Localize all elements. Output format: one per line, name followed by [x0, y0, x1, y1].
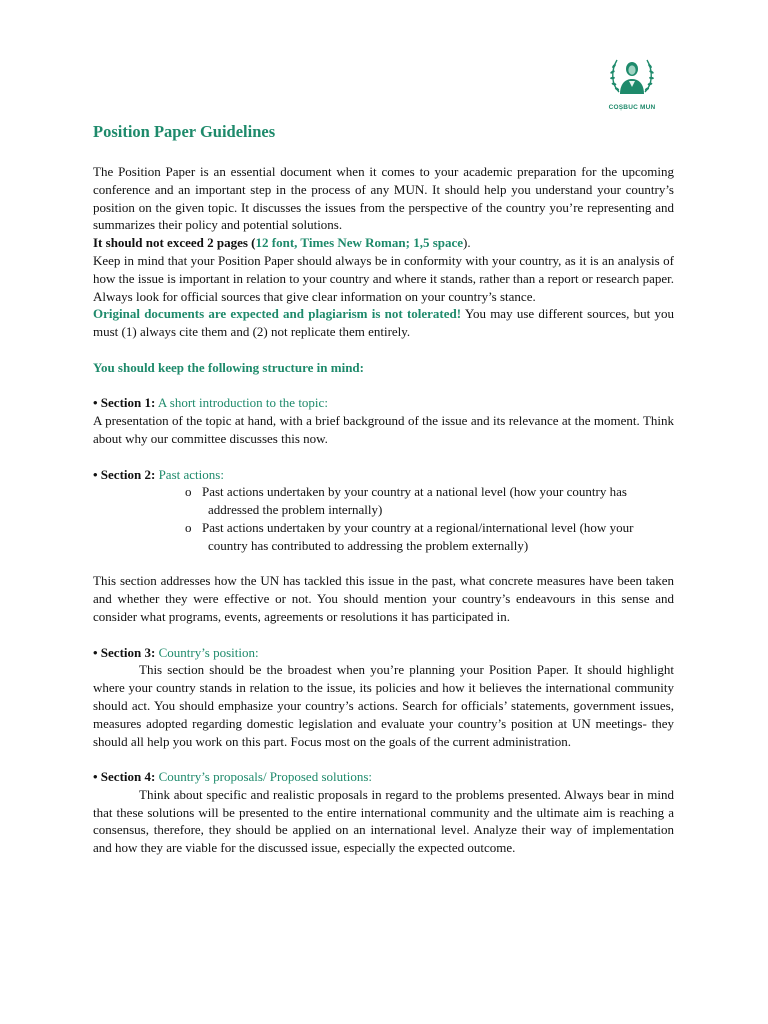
section-1-subtitle: A short introduction to the topic:: [155, 395, 328, 411]
section-4-subtitle: Country’s proposals/ Proposed solutions:: [155, 769, 373, 785]
past-action-international: Past actions undertaken by your country at a regional/international level (how your country has contributed to addressing the problem externally): [202, 519, 634, 553]
intro-paragraph: The Position Paper is an essential document when it comes to your academic preparation for the upcoming conference and an important step in the process of any MUN. It should help you understand your country’s position on the given topic. It discusses the issues from the perspective of the country you’re representing and summarizes their policy and potential solutions.: [93, 164, 674, 233]
page-title: Position Paper Guidelines: [93, 122, 276, 141]
document-body: [93, 122, 674, 857]
section-2-label: • Section 2:: [93, 466, 156, 482]
list-item: [93, 483, 674, 519]
cosbuc-mun-logo: [605, 52, 659, 111]
section-1-heading: [93, 394, 674, 412]
portrait-laurel-icon: [605, 52, 659, 100]
structure-heading: You should keep the following structure in mind:: [93, 359, 364, 375]
past-actions-list: [93, 483, 674, 554]
format-requirement: 12 font, Times New Roman; 1,5 space: [255, 235, 464, 251]
section-4-label: • Section 4:: [93, 769, 156, 785]
section-1-body: A presentation of the topic at hand, with a brief background of the issue and its relevance at the moment. Think about why our committee discusses this now.: [93, 413, 674, 446]
section-3-label: • Section 3:: [93, 644, 156, 660]
section-2-body: This section addresses how the UN has tackled this issue in the past, what concrete measures have been taken and whether they were effective or not. You should mention your country’s endeavours in this sense and consider what programs, events, agreements or resolutions it has participated in.: [93, 573, 674, 624]
plagiarism-warning: Original documents are expected and plagiarism is not tolerated!: [93, 306, 462, 322]
list-bullet: o: [185, 484, 192, 500]
page-limit-line: [93, 234, 674, 252]
section-2-subtitle: Past actions:: [155, 466, 224, 482]
section-2-heading: [93, 466, 674, 484]
logo-text: COȘBUC MUN: [608, 104, 656, 111]
plagiarism-rest: You may use different sources, but you must (1) always cite them and (2) not replicate them entirely.: [93, 306, 674, 340]
section-3-subtitle: Country’s position:: [155, 644, 259, 660]
list-item: [93, 519, 674, 555]
section-1-label: • Section 1:: [93, 395, 156, 411]
section-3-heading: [93, 644, 674, 662]
section-4-body: Think about specific and realistic proposals in regard to the problems presented. Always bear in mind that these solutions will be presented to the entire international community and the ultimate aim is reaching a consensus, therefore, they should be applied on an international level. Analyze their way of implementation and how they are viable for the discussed issue, especially the expected outcome.: [93, 786, 674, 856]
section-3-body: This section should be the broadest when you’re planning your Position Paper. It should highlight where your country stands in relation to the issue, its policies and how it believes the international community should act. You should emphasize your country’s actions. Search for officials’ statements, government issues, measures adopted regarding domestic legislation and evaluate your country’s position at UN meetings- they should all help you work on this part. Focus most on the goals of the current administration.: [93, 662, 674, 749]
past-action-national: Past actions undertaken by your country at a national level (how your country has addressed the problem internally): [202, 484, 627, 518]
section-4-heading: [93, 768, 674, 786]
page-limit-suffix: ).: [463, 235, 471, 251]
list-bullet: o: [185, 519, 192, 535]
page-limit-prefix: It should not exceed 2 pages (: [93, 235, 256, 251]
conformity-paragraph: Keep in mind that your Position Paper should always be in conformity with your country, as it is an analysis of how the issue is important in relation to your country and where it stands, rather than a report or research paper. Always look for official sources that give clear information on your country’s stance.: [93, 252, 674, 304]
plagiarism-paragraph: [93, 305, 674, 341]
